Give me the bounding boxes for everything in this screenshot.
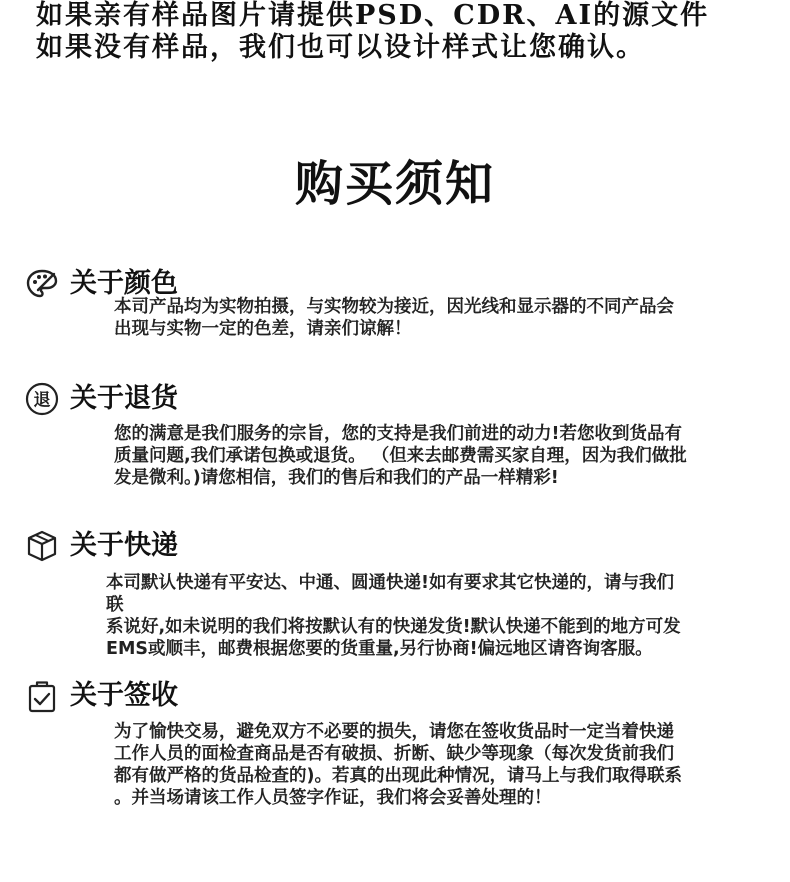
body-line: 工作人员的面检查商品是否有破损、折断、缺少等现象（每次发货前我们 [114, 744, 674, 764]
top-note-line-2: 如果没有样品，我们也可以设计样式让您确认。 [36, 32, 645, 63]
section-shipping [22, 526, 772, 660]
section-title: 关于签收 [70, 680, 178, 711]
body-line: 系说好,如未说明的我们将按默认有的快递发货!默认快递不能到的地方可发 [106, 617, 681, 637]
body-line: EMS或顺丰，邮费根据您要的货重量,另行协商!偏远地区请咨询客服。 [106, 639, 653, 659]
return-icon [22, 379, 62, 419]
section-body [114, 296, 774, 340]
body-line: 本司产品均为实物拍摄，与实物较为接近，因光线和显示器的不同产品会 [114, 297, 674, 317]
top-note-line-1: 如果亲有样品图片请提供PSD、CDR、AI的源文件 [36, 0, 710, 31]
body-line: 都有做严格的货品检查的)。若真的出现此种情况，请马上与我们取得联系 [114, 766, 682, 786]
section-header [22, 526, 772, 566]
body-line: 为了愉快交易，避免双方不必要的损失，请您在签收货品时一定当着快递 [114, 722, 674, 742]
section-title: 关于快递 [70, 530, 178, 561]
box-icon [22, 526, 62, 566]
section-color [22, 264, 772, 340]
body-line: 。并当场请该工作人员签字作证，我们将会妥善处理的！ [114, 788, 552, 808]
body-line: 本司默认快递有平安达、中通、圆通快递!如有要求其它快递的，请与我们 [106, 573, 674, 593]
section-returns [22, 379, 772, 489]
section-header [22, 379, 772, 419]
body-line: 联 [106, 595, 124, 615]
section-title: 关于退货 [70, 383, 178, 414]
checklist-icon [22, 676, 62, 716]
section-body [114, 423, 774, 489]
page-title: 购买须知 [294, 156, 495, 212]
body-line: 发是微利。)请您相信，我们的售后和我们的产品一样精彩! [114, 468, 559, 488]
body-line: 您的满意是我们服务的宗旨，您的支持是我们前进的动力!若您收到货品有 [114, 424, 682, 444]
section-title: 关于颜色 [70, 268, 178, 299]
body-line: 出现与实物一定的色差，请亲们谅解！ [114, 319, 412, 339]
body-line: 质量问题,我们承诺包换或退货。 （但来去邮费需买家自理，因为我们做批 [114, 446, 687, 466]
section-receipt [22, 676, 772, 809]
section-body [106, 572, 766, 660]
section-header [22, 676, 772, 716]
palette-icon [22, 264, 62, 304]
return-icon-glyph: 退 [33, 390, 51, 411]
section-body [114, 721, 774, 809]
top-notes [36, 0, 776, 64]
